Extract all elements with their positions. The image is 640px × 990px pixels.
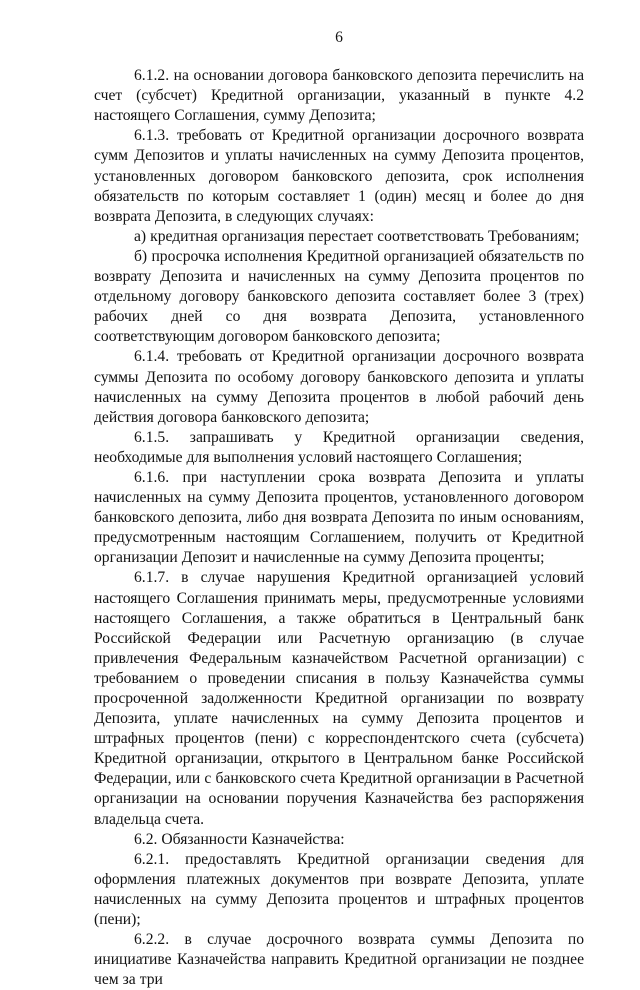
paragraph-6-1-5: 6.1.5. запрашивать у Кредитной организации сведения, необходимые для выполнения условий настоящего Соглашения; — [94, 428, 584, 466]
document-page — [94, 28, 584, 990]
paragraph-6-1-2: 6.1.2. на основании договора банковского депозита перечислить на счет (субсчет) Кредитной организации, указанный в пункте 4.2 настоящего Соглашения, сумму Депозита; — [94, 67, 584, 125]
paragraph-6-2-1: 6.2.1. предоставлять Кредитной организации сведения для оформления платежных документов при возврате Депозита, уплате начисленных на сумму Депозита процентов и штрафных процентов (пени); — [94, 850, 584, 929]
paragraph-6-1-3-b: б) просрочка исполнения Кредитной организацией обязательств по возврату Депозита и начисленных на сумму Депозита процентов по отдельному договору банковского депозита составляет более 3 (трех) рабочих дней со дня возврата Депозита, установленного соответствующим договором банковского депозита; — [94, 247, 584, 346]
page-number: 6 — [335, 29, 343, 46]
paragraph-6-1-4: 6.1.4. требовать от Кредитной организации досрочного возврата суммы Депозита по особому договору банковского депозита и уплаты начисленных на сумму Депозита процентов в любой рабочий день действия договора банковского депозита; — [94, 348, 584, 426]
paragraph-6-1-7: 6.1.7. в случае нарушения Кредитной организацией условий настоящего Соглашения принимать меры, предусмотренные условиями настоящего Соглашения, а также обратиться в Центральный банк Российской Федерации или Расчетную организацию (в случае привлечения Федеральным казначейством Расчетной организации) с требованием о проведении списания в пользу Казначейства суммы просроченной задолженности Кредитной организации по возврату Депозита, уплате начисленных на сумму Депозита процентов и штрафных процентов (пени) с корреспондентского счета (субсчета) Кредитной организации, открытого в Центральном банке Российской Федерации, или с банковского счета Кредитной организации в Расчетной организации на основании поручения Казначейства без распоряжения владельца счета. — [94, 569, 584, 828]
paragraph-6-1-6: 6.1.6. при наступлении срока возврата Депозита и уплаты начисленных на сумму Депозита процентов, установленного договором банковского депозита, либо дня возврата Депозита по иным основаниям, предусмотренным настоящим Соглашением, получить от Кредитной организации Депозит и начисленные на сумму Депозита проценты; — [94, 468, 584, 567]
section-heading-6-2: 6.2. Обязанности Казначейства: — [134, 830, 345, 848]
paragraph-6-2-2: 6.2.2. в случае досрочного возврата суммы Депозита по инициативе Казначейства направить Кредитной организации не позднее чем за три — [94, 931, 584, 989]
paragraph-6-1-3-a: а) кредитная организация перестает соответствовать Требованиям; — [134, 227, 580, 245]
paragraph-6-1-3: 6.1.3. требовать от Кредитной организации досрочного возврата сумм Депозитов и уплаты начисленных на сумму Депозита процентов, установленных договором банковского депозита, срок исполнения обязательств по которым составляет 1 (один) месяц и более до дня возврата Депозита, в следующих случаях: — [94, 127, 584, 225]
